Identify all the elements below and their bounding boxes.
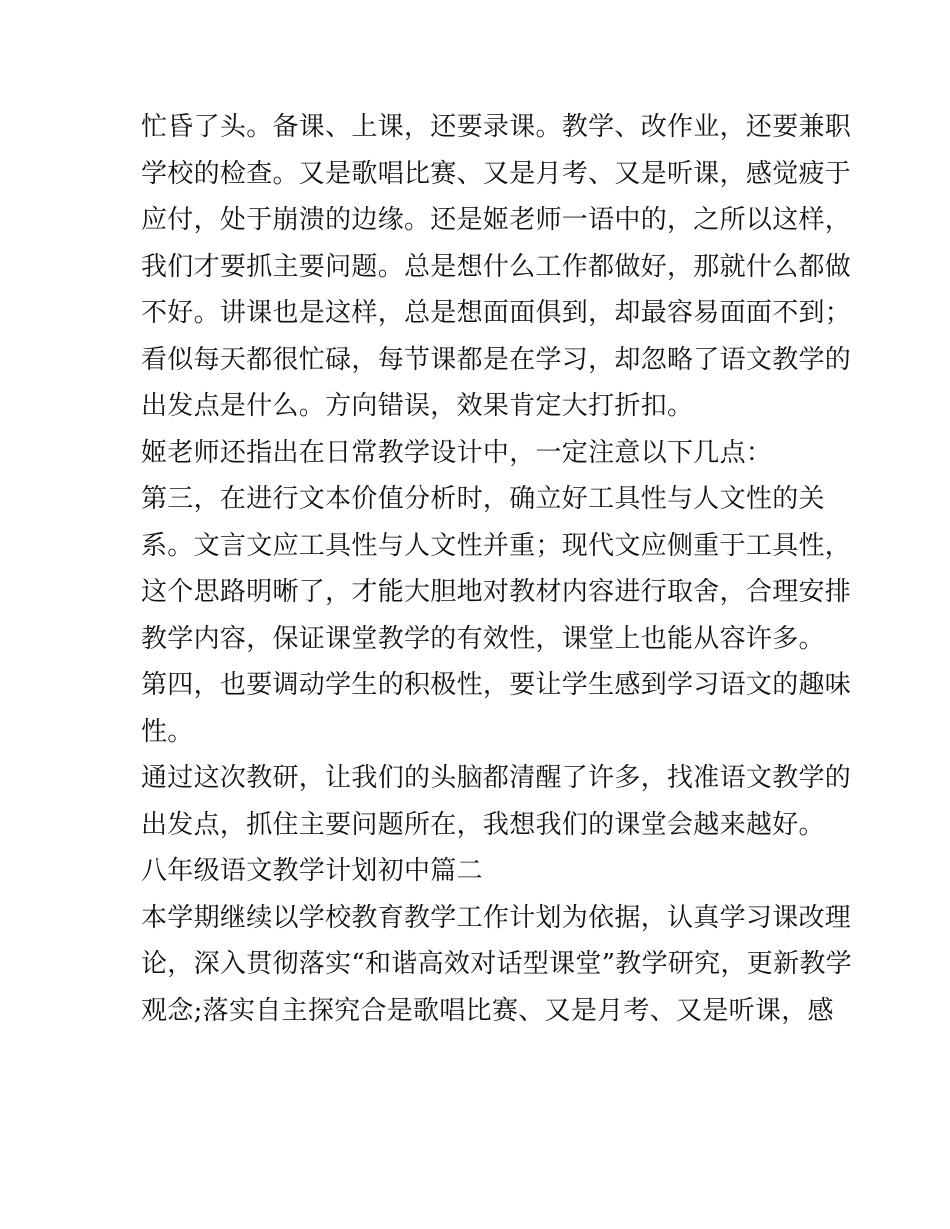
text-line: 不好。讲课也是这样，总是想面面俱到，却最容易面面不到；	[141, 298, 852, 328]
text-line: 教学内容，保证课堂教学的有效性，课堂上也能从容许多。	[141, 623, 825, 654]
text-line: 本学期继续以学校教育教学工作计划为依据，认真学习课改理	[141, 902, 852, 933]
text-line: 论，深入贯彻落实“和谐高效对话型课堂”教学研究，更新教学	[141, 949, 852, 979]
text-line: 我们才要抓主要问题。总是想什么工作都做好，那就什么都做	[141, 251, 852, 282]
text-line: 应付，处于崩溃的边缘。还是姬老师一语中的，之所以这样，	[141, 205, 852, 235]
text-line: 出发点是什么。方向错误，效果肯定大打折扣。	[141, 391, 694, 421]
section-heading: 八年级语文教学计划初中篇二	[141, 856, 483, 886]
text-line: 看似每天都很忙碌，每节课都是在学习，却忽略了语文教学的	[141, 344, 852, 375]
text-line: 这个思路明晰了，才能大胆地对教材内容进行取舍，合理安排	[141, 577, 852, 607]
text-line: 第四，也要调动学生的积极性，要让学生感到学习语文的趣味	[141, 670, 852, 700]
text-line: 观念;落实自主探究合是歌唱比赛、又是月考、又是听课，感	[141, 995, 834, 1026]
text-line: 忙昏了头。备课、上课，还要录课。教学、改作业，还要兼职	[141, 112, 852, 142]
text-line: 通过这次教研，让我们的头脑都清醒了许多，找准语文教学的	[141, 763, 852, 793]
text-line: 姬老师还指出在日常教学设计中，一定注意以下几点：	[141, 437, 773, 468]
text-line: 性。	[141, 716, 194, 747]
text-line: 出发点，抓住主要问题所在，我想我们的课堂会越来越好。	[141, 809, 825, 840]
text-line: 学校的检查。又是歌唱比赛、又是月考、又是听课，感觉疲于	[141, 158, 852, 189]
text-line: 第三，在进行文本价值分析时，确立好工具性与人文性的关	[141, 484, 825, 514]
text-line: 系。文言文应工具性与人文性并重；现代文应侧重于工具性，	[141, 530, 852, 561]
body-text	[141, 104, 852, 1034]
